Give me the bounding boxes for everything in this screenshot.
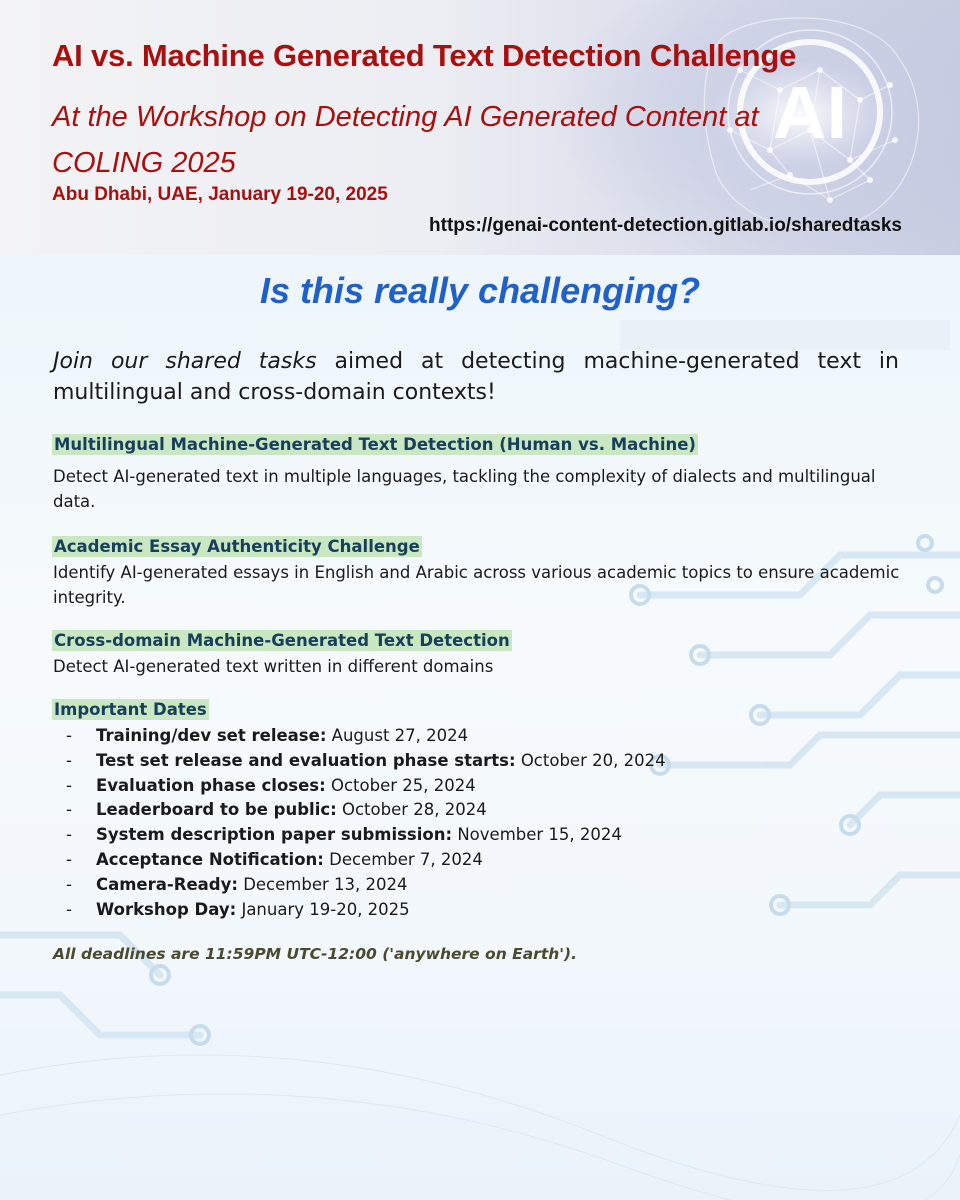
task-desc-cross-domain: Detect AI-generated text written in different domains (53, 657, 494, 676)
list-item: - Acceptance Notification: December 7, 2024 (66, 849, 483, 869)
workshop-subtitle: At the Workshop on Detecting AI Generated Content at COLING 2025 (52, 101, 759, 179)
task-title-multilingual: Multilingual Machine-Generated Text Detection (Human vs. Machine) (54, 435, 696, 454)
task-title-academic-essay: Academic Essay Authenticity Challenge (54, 537, 420, 556)
list-item: - System description paper submission: November 15, 2024 (66, 825, 622, 845)
task-desc-multilingual: Detect AI-generated text in multiple languages, tackling the complexity of dialects and multilingual data. (53, 467, 876, 511)
list-item: - Test set release and evaluation phase starts: October 20, 2024 (66, 750, 666, 770)
header-banner (0, 0, 960, 255)
list-item: - Leaderboard to be public: October 28, 2024 (66, 800, 487, 820)
list-item: - Workshop Day: January 19-20, 2025 (66, 899, 410, 919)
important-dates-list (66, 724, 866, 922)
intro-paragraph (53, 346, 899, 408)
intro-text: aimed at detecting machine-generated text in multilingual and cross-domain contexts! (53, 349, 899, 405)
important-dates-title: Important Dates (54, 700, 207, 719)
list-item: - Camera-Ready: December 13, 2024 (66, 874, 408, 894)
shared-tasks-url[interactable]: https://genai-content-detection.gitlab.io/sharedtasks (429, 215, 902, 236)
ai-logo-text: AI (773, 71, 847, 154)
intro-emphasis: Join our shared tasks (53, 349, 317, 374)
event-location-date: Abu Dhabi, UAE, January 19-20, 2025 (52, 184, 388, 205)
list-item: - Training/dev set release: August 27, 2024 (66, 726, 469, 745)
list-item: - Evaluation phase closes: October 25, 2024 (66, 775, 476, 795)
headline-question: Is this really challenging? (259, 270, 701, 311)
task-desc-academic-essay: Identify AI-generated essays in English and Arabic across various academic topics to ensure academic integrity. (53, 563, 900, 607)
task-title-cross-domain: Cross-domain Machine-Generated Text Detection (54, 631, 510, 650)
page-title: AI vs. Machine Generated Text Detection Challenge (52, 38, 797, 73)
deadline-note: All deadlines are 11:59PM UTC-12:00 ('anywhere on Earth'). (53, 945, 577, 963)
